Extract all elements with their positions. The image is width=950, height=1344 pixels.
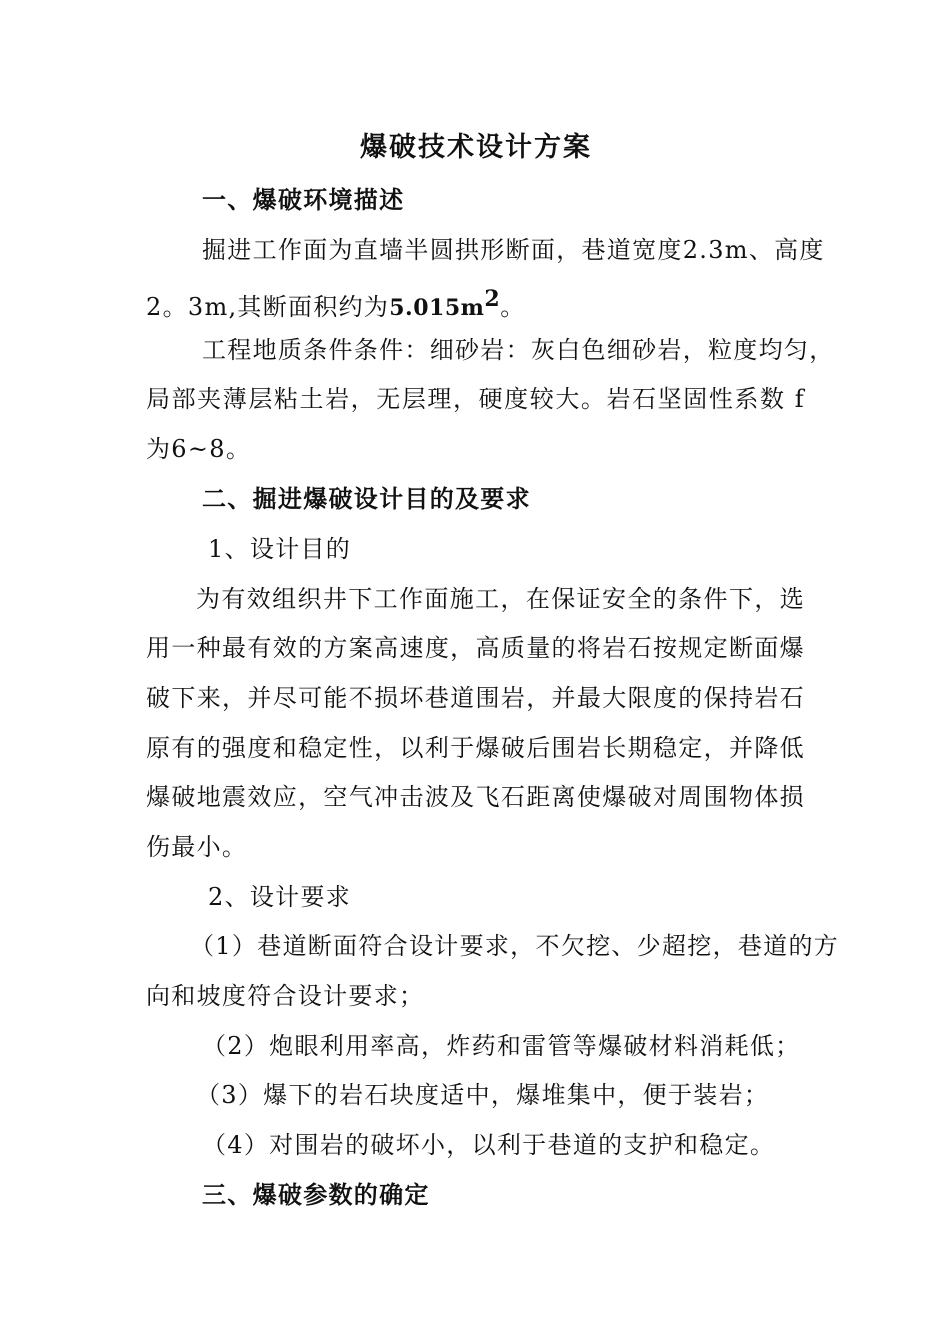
- env-line-2-suffix: 。: [500, 293, 526, 321]
- requirement-1-line-1: （1）巷道断面符合设计要求，不欠挖、少超挖，巷道的方: [190, 932, 840, 960]
- geology-paragraph-line-3: 为6~8。: [146, 435, 252, 463]
- purpose-line-6: 伤最小。: [146, 833, 248, 861]
- purpose-line-4: 原有的强度和稳定性，以利于爆破后围岩长期稳定，并降低: [146, 734, 805, 762]
- purpose-line-5: 爆破地震效应，空气冲击波及飞石距离使爆破对周围物体损: [146, 783, 805, 811]
- purpose-line-2: 用一种最有效的方案高速度，高质量的将岩石按规定断面爆: [146, 634, 805, 662]
- cross-section-area-value: 5.015m: [389, 295, 485, 321]
- env-paragraph-line-1: 掘进工作面为直墙半圆拱形断面，巷道宽度2.3m、高度: [202, 236, 825, 264]
- subsection-requirements-heading: 2、设计要求: [208, 883, 352, 911]
- requirement-3: （3）爆下的岩石块度适中，爆堆集中，便于装岩；: [196, 1081, 770, 1109]
- area-unit-superscript: 2: [484, 286, 501, 312]
- document-title: 爆破技术设计方案: [360, 132, 592, 163]
- subsection-purpose-heading: 1、设计目的: [208, 535, 352, 563]
- section-3-heading: 三、爆破参数的确定: [202, 1180, 430, 1209]
- geology-paragraph-line-2: 局部夹薄层粘土岩，无层理，硬度较大。岩石坚固性系数 f: [146, 385, 805, 413]
- section-1-heading: 一、爆破环境描述: [202, 185, 405, 214]
- purpose-line-3: 破下来，并尽可能不损坏巷道围岩，并最大限度的保持岩石: [146, 684, 805, 712]
- requirement-4: （4）对围岩的破坏小，以利于巷道的支护和稳定。: [202, 1131, 776, 1159]
- requirement-1-line-2: 向和坡度符合设计要求；: [146, 982, 425, 1010]
- requirement-2: （2）炮眼利用率高，炸药和雷管等爆破材料消耗低；: [202, 1032, 801, 1060]
- env-paragraph-line-2: [146, 284, 526, 323]
- env-line-2-prefix: 2。3m,其断面积约为: [146, 293, 390, 321]
- purpose-line-1: 为有效组织井下工作面施工，在保证安全的条件下，选: [196, 585, 805, 613]
- geology-paragraph-line-1: 工程地质条件条件：细砂岩：灰白色细砂岩，粒度均匀，: [202, 336, 835, 364]
- section-2-heading: 二、掘进爆破设计目的及要求: [202, 484, 531, 513]
